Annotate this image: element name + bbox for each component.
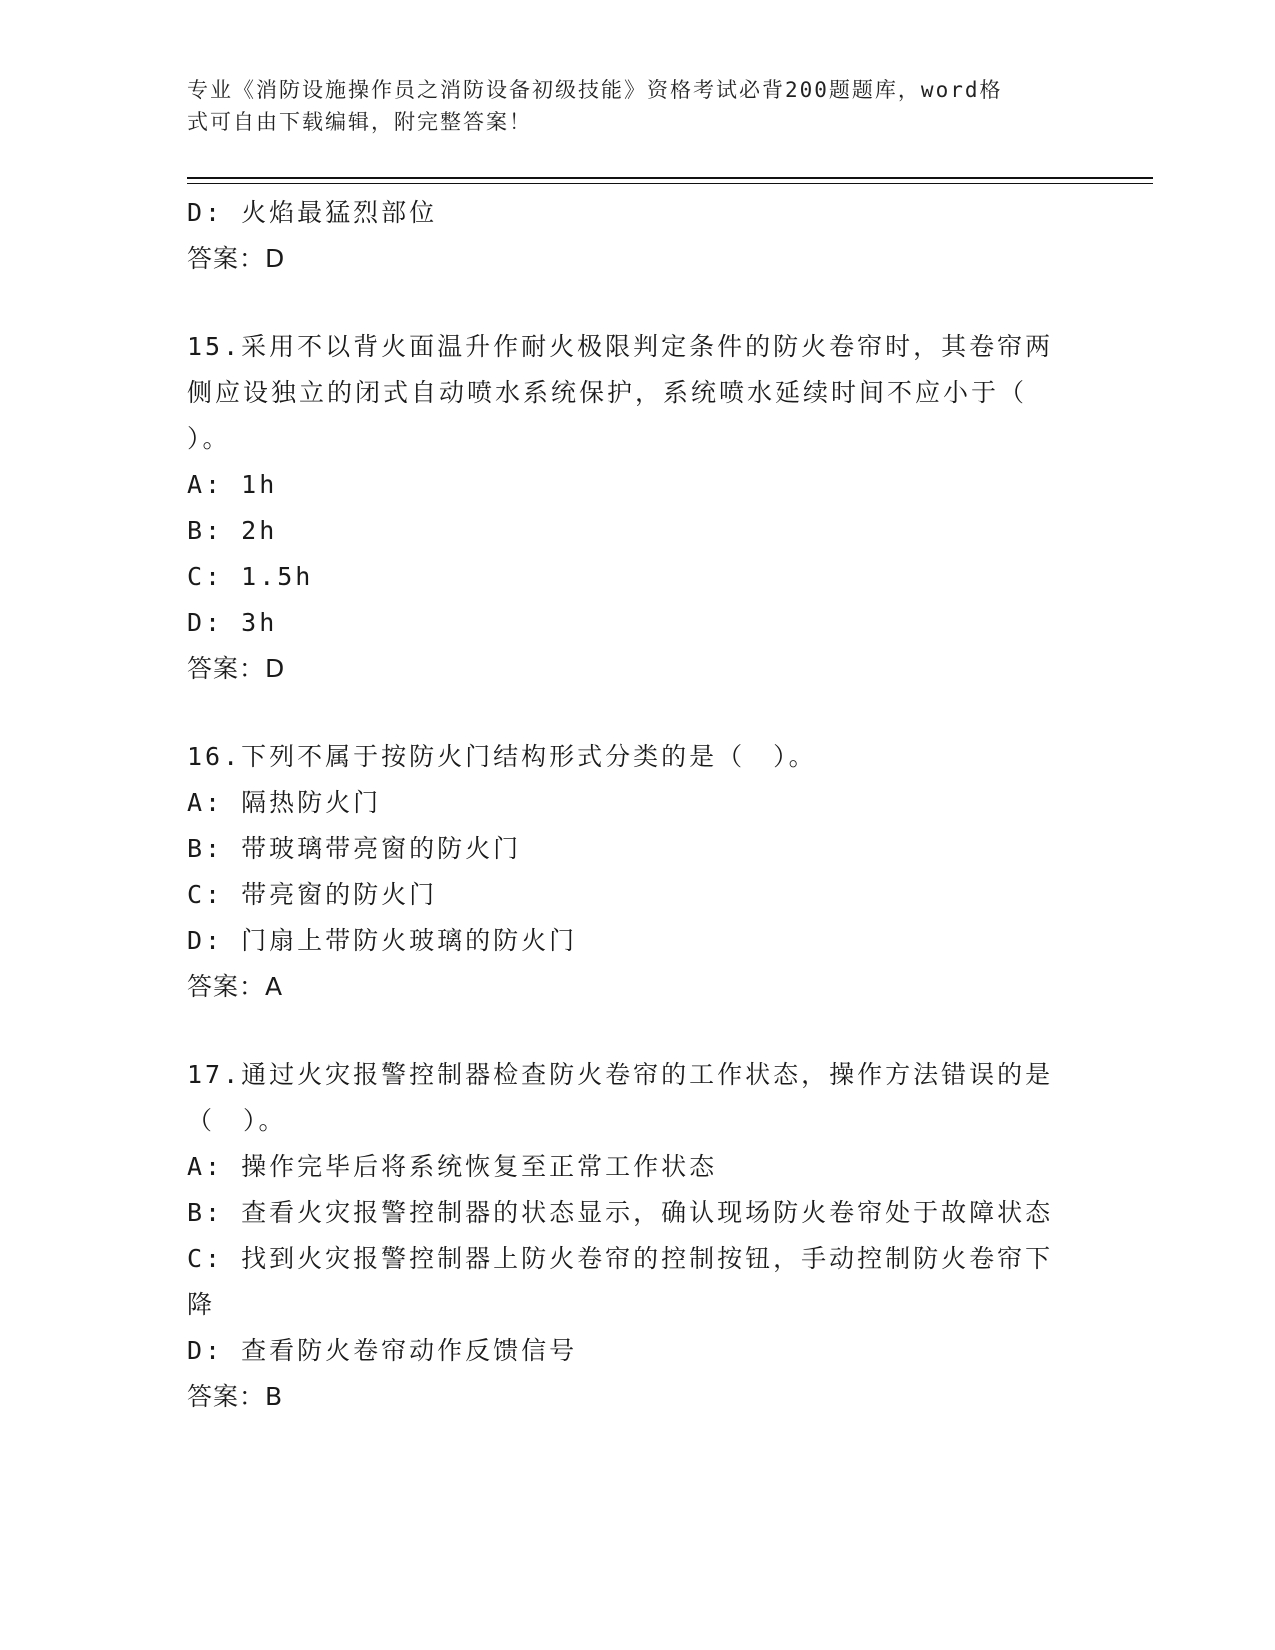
question-text-line: 侧应设独立的闭式自动喷水系统保护，系统喷水延续时间不应小于（ xyxy=(187,378,1028,407)
option-c-line: 降 xyxy=(187,1290,216,1319)
option-c: C: 1.5h xyxy=(187,562,314,591)
answer-label: 答案：D xyxy=(187,654,286,683)
question-16 xyxy=(187,734,1087,1010)
option-a: A: 隔热防火门 xyxy=(187,788,382,817)
question-text-line: 17.通过火灾报警控制器检查防火卷帘的工作状态，操作方法错误的是 xyxy=(187,1060,1054,1089)
spacer xyxy=(187,692,1087,734)
header-line-1: 专业《消防设施操作员之消防设备初级技能》资格考试必背200题题库，word格 xyxy=(187,78,1003,102)
answer-label: 答案：A xyxy=(187,972,284,1001)
option-d: D: 查看防火卷帘动作反馈信号 xyxy=(187,1336,578,1365)
prev-question-tail xyxy=(187,190,1087,282)
option-c-line: C: 找到火灾报警控制器上防火卷帘的控制按钮，手动控制防火卷帘下 xyxy=(187,1244,1054,1273)
answer-label: 答案：D xyxy=(187,244,286,273)
question-17 xyxy=(187,1052,1087,1420)
option-d: D: 门扇上带防火玻璃的防火门 xyxy=(187,926,578,955)
question-text: 16.下列不属于按防火门结构形式分类的是（ ）。 xyxy=(187,742,817,771)
option-a: A: 1h xyxy=(187,470,278,499)
option-d: D: 火焰最猛烈部位 xyxy=(187,198,438,227)
question-15 xyxy=(187,324,1087,692)
option-d: D: 3h xyxy=(187,608,278,637)
document-header xyxy=(187,74,1067,138)
question-text-line: （ ）。 xyxy=(187,1106,287,1135)
spacer xyxy=(187,1010,1087,1052)
option-b: B: 2h xyxy=(187,516,278,545)
spacer xyxy=(187,282,1087,324)
option-b: B: 查看火灾报警控制器的状态显示，确认现场防火卷帘处于故障状态 xyxy=(187,1198,1054,1227)
document-body xyxy=(187,190,1087,1420)
option-c: C: 带亮窗的防火门 xyxy=(187,880,438,909)
question-text-line: 15.采用不以背火面温升作耐火极限判定条件的防火卷帘时，其卷帘两 xyxy=(187,332,1054,361)
header-rule-thin xyxy=(187,183,1153,184)
header-rule-thick xyxy=(187,177,1153,179)
option-b: B: 带玻璃带亮窗的防火门 xyxy=(187,834,522,863)
option-a: A: 操作完毕后将系统恢复至正常工作状态 xyxy=(187,1152,718,1181)
header-line-2: 式可自由下载编辑，附完整答案！ xyxy=(187,110,532,134)
answer-label: 答案：B xyxy=(187,1382,284,1411)
question-text-line: ）。 xyxy=(187,424,231,453)
